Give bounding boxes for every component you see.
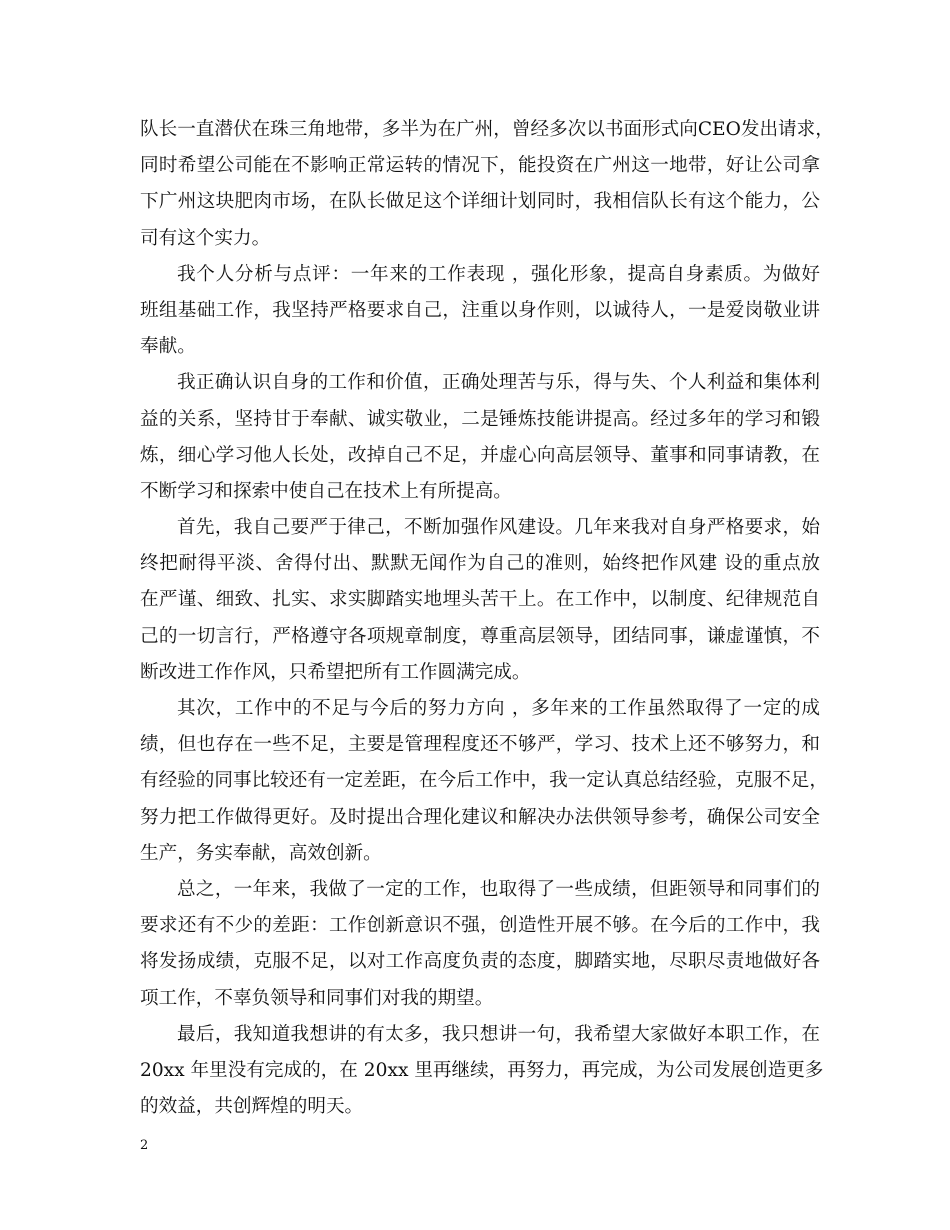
text-line: 我正确认识自身的工作和价值，正确处理苦与乐，得与失、个人利益和集体利 [177, 372, 820, 394]
paragraph-3 [140, 365, 820, 510]
text-line: 班组基础工作，我坚持严格要求自己，注重以身作则，以诚待人，一是爱岗敬业讲 [140, 299, 820, 321]
text-line: 终把耐得平淡、舍得付出、默默无闻作为自己的准则，始终把作风建 设的重点放 [140, 553, 820, 575]
text-line: 有经验的同事比较还有一定差距，在今后工作中，我一定认真总结经验，克服不足， [140, 770, 828, 792]
text-line: 20xx 年里没有完成的，在 20xx 里再继续，再努力，再完成，为公司发展创造更多 [140, 1059, 824, 1081]
text-line: 绩，但也存在一些不足，主要是管理程度还不够严，学习、技术上还不够努力，和 [140, 734, 820, 756]
document-body [140, 112, 834, 1125]
text-line: 下广州这块肥肉市场，在队长做足这个详细计划同时，我相信队长有这个能力，公 [140, 191, 820, 213]
paragraph-2 [140, 257, 820, 366]
text-line: 断改进工作作风，只希望把所有工作圆满完成。 [140, 661, 531, 683]
text-line: 益的关系，坚持甘于奉献、诚实敬业，二是锤炼技能讲提高。经过多年的学习和锻 [140, 408, 820, 430]
text-line: 同时希望公司能在不影响正常运转的情况下，能投资在广州这一地带，好让公司拿 [140, 155, 820, 177]
text-line: 的效益，共创辉煌的明天。 [140, 1096, 364, 1118]
text-line: 努力把工作做得更好。及时提出合理化建议和解决办法供领导参考，确保公司安全 [140, 806, 820, 828]
text-line: 项工作，不辜负领导和同事们对我的期望。 [140, 987, 494, 1009]
text-line: 奉献。 [140, 336, 196, 358]
text-line: 己的一切言行，严格遵守各项规章制度，尊重高层领导，团结同事，谦虚谨慎，不 [140, 625, 820, 647]
text-line: 不断学习和探索中使自己在技术上有所提高。 [140, 480, 512, 502]
page-number: 2 [140, 1138, 149, 1153]
paragraph-7 [140, 1017, 824, 1126]
text-line: 首先，我自己要严于律己，不断加强作风建设。几年来我对自身严格要求，始 [177, 517, 820, 539]
paragraph-1 [140, 112, 834, 257]
text-line: 炼，细心学习他人长处，改掉自己不足，并虚心向高层领导、董事和同事请教，在 [140, 444, 820, 466]
text-line: 总之，一年来，我做了一定的工作，也取得了一些成绩，但距领导和同事们的 [177, 878, 820, 900]
text-line: 队长一直潜伏在珠三角地带，多半为在广州，曾经多次以书面形式向CEO发出请求， [140, 119, 834, 140]
text-line: 最后，我知道我想讲的有太多，我只想讲一句，我希望大家做好本职工作，在 [177, 1023, 820, 1045]
paragraph-5 [140, 691, 828, 872]
paragraph-4 [140, 510, 820, 691]
text-line: 其次，工作中的不足与今后的努力方向 ，多年来的工作虽然取得了一定的成 [177, 698, 820, 719]
text-line: 司有这个实力。 [140, 227, 271, 249]
text-line: 将发扬成绩，克服不足，以对工作高度负责的态度，脚踏实地，尽职尽责地做好各 [140, 951, 820, 973]
text-line: 在严谨、细致、扎实、求实脚踏实地埋头苦干上。在工作中，以制度、纪律规范自 [140, 589, 820, 611]
paragraph-6 [140, 872, 820, 1017]
text-line: 生产，务实奉献，高效创新。 [140, 842, 382, 864]
text-line: 要求还有不少的差距：工作创新意识不强，创造性开展不够。在今后的工作中，我 [140, 915, 820, 937]
text-line: 我个人分析与点评：一年来的工作表现 ，强化形象，提高自身素质。为做好 [177, 263, 820, 285]
